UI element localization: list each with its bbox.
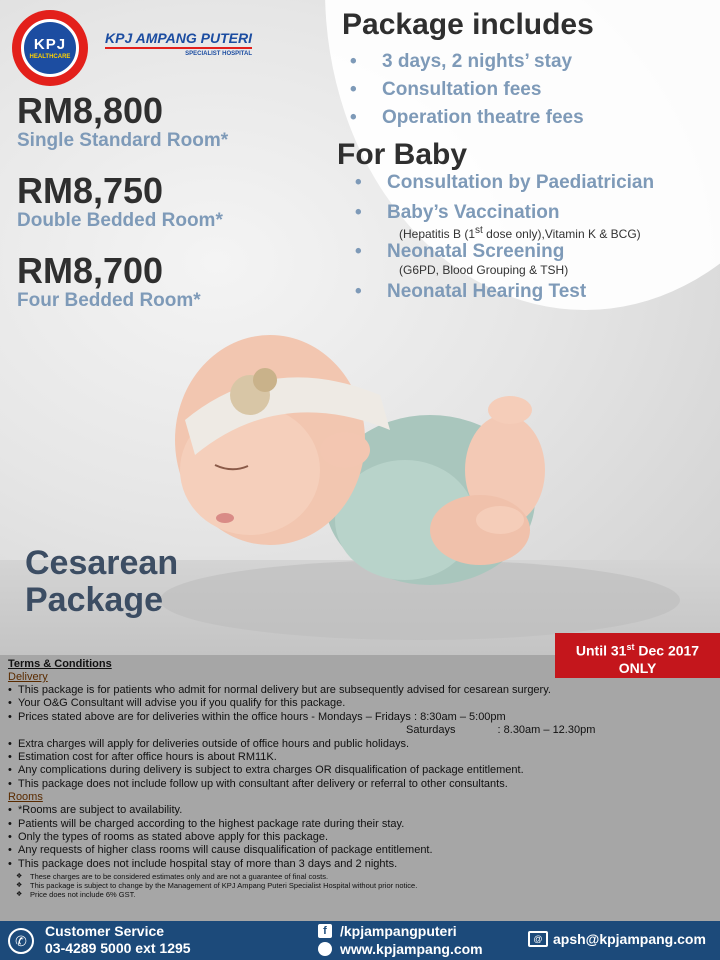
price-value: RM8,700 <box>17 250 164 291</box>
term-item: • Any requests of higher class rooms will cause disqualification of package entitlement. <box>8 844 712 857</box>
baby-item <box>355 241 654 277</box>
saturday-hours <box>8 724 712 737</box>
delivery-list <box>8 684 712 791</box>
term-item: • Your O&G Consultant will advise you if you qualify for this package. <box>8 697 712 710</box>
baby-item-note: (G6PD, Blood Grouping & TSH) <box>399 263 569 277</box>
baby-item <box>355 172 654 194</box>
cs-label: Customer Service <box>45 923 165 939</box>
logo-text: KPJ <box>33 36 67 53</box>
fine-print-item: ❖ Price does not include 6% GST. <box>8 890 712 899</box>
promo-badge <box>555 633 720 678</box>
note-text: (Hepatitis B (1 <box>399 227 476 241</box>
terms-title: Terms & Conditions <box>8 658 112 670</box>
baby-title: For Baby <box>337 138 468 171</box>
package-item: • Consultation fees <box>350 76 584 104</box>
facebook-icon: f <box>318 924 332 938</box>
hospital-subtitle: SPECIALIST HOSPITAL <box>185 51 253 57</box>
term-item: • This package is for patients who admit for normal delivery but are subsequently advised for cesarean surgery. <box>8 684 712 697</box>
hospital-brand <box>105 30 252 57</box>
facebook-link[interactable]: /kpjampangputeri <box>340 923 457 939</box>
baby-item <box>355 281 654 303</box>
hospital-name: KPJ AMPANG PUTERI <box>105 30 252 49</box>
delivery-heading: Delivery <box>8 671 48 683</box>
baby-item-label: Consultation by Paediatrician <box>387 172 655 193</box>
email-link[interactable]: apsh@kpjampang.com <box>553 931 706 947</box>
kpj-logo <box>12 10 88 86</box>
package-list <box>350 48 584 132</box>
package-title: Package includes <box>342 8 594 41</box>
room-type: Single Standard Room* <box>17 130 229 151</box>
price-double <box>17 172 223 232</box>
promo-text: Dec 2017 <box>634 642 700 659</box>
rooms-list <box>8 804 712 871</box>
fine-print-item: ❖ This package is subject to change by the Management of KPJ Ampang Puteri Specialist Hospital without prior notice. <box>8 881 712 890</box>
rooms-heading: Rooms <box>8 791 43 804</box>
price-value: RM8,750 <box>17 170 164 211</box>
baby-item-note <box>387 224 654 241</box>
baby-item <box>355 202 654 241</box>
fine-print <box>8 872 712 899</box>
website-link[interactable]: www.kpjampang.com <box>340 941 483 957</box>
baby-item-label: Neonatal Screening <box>387 241 565 262</box>
term-item: • Prices stated above are for deliveries within the office hours - Mondays – Fridays : 8:30am – 5:00pm <box>8 711 712 724</box>
globe-icon <box>318 942 332 956</box>
term-item: • *Rooms are subject to availability. <box>8 804 712 817</box>
price-four <box>17 252 201 312</box>
saturday-label: Saturdays <box>406 724 456 737</box>
logo-subtext: HEALTHCARE <box>29 54 71 60</box>
package-headline <box>25 545 178 619</box>
headline-line: Cesarean <box>25 544 179 582</box>
baby-item-label: Baby’s Vaccination <box>387 202 560 223</box>
note-sup: st <box>475 225 483 236</box>
term-item: • Estimation cost for after office hours is about RM11K. <box>8 751 712 764</box>
price-value: RM8,800 <box>17 90 164 131</box>
note-text: dose only),Vitamin K & BCG) <box>482 227 641 241</box>
fine-print-item: ❖ These charges are to be considered estimates only and are not a guarantee of final costs. <box>8 872 712 881</box>
term-item: • Only the types of rooms as stated above apply for this package. <box>8 831 712 844</box>
promo-sup: st <box>626 642 635 652</box>
promo-text: Until 31 <box>575 642 627 659</box>
cs-phone[interactable]: 03-4289 5000 ext 1295 <box>45 940 191 956</box>
baby-list <box>355 172 654 303</box>
promo-only: ONLY <box>618 659 657 676</box>
package-item: • Operation theatre fees <box>350 104 584 132</box>
term-item: • Any complications during delivery is subject to extra charges OR disqualification of package entitlement. <box>8 764 712 777</box>
terms-section <box>0 655 720 921</box>
customer-service <box>45 923 191 957</box>
room-type: Four Bedded Room* <box>17 290 201 311</box>
price-single <box>17 92 228 152</box>
term-item: • This package does not include hospital stay of more than 3 days and 2 nights. <box>8 858 712 871</box>
social-links <box>340 922 483 958</box>
term-item: • Patients will be charged according to the highest package rate during their stay. <box>8 818 712 831</box>
room-type: Double Bedded Room* <box>17 210 223 231</box>
baby-item-label: Neonatal Hearing Test <box>387 281 587 302</box>
term-item: • This package does not include follow up with consultant after delivery or referral to other consultants. <box>8 778 712 791</box>
package-item: • 3 days, 2 nights’ stay <box>350 48 584 76</box>
phone-icon: ✆ <box>8 928 34 954</box>
term-item: • Extra charges will apply for deliveries outside of office hours and public holidays. <box>8 738 712 751</box>
mail-icon: @ <box>528 931 548 947</box>
headline-line: Package <box>25 581 163 619</box>
contact-footer <box>0 921 720 960</box>
promo-date <box>555 639 720 660</box>
saturday-time: : 8.30am – 12.30pm <box>497 724 596 737</box>
